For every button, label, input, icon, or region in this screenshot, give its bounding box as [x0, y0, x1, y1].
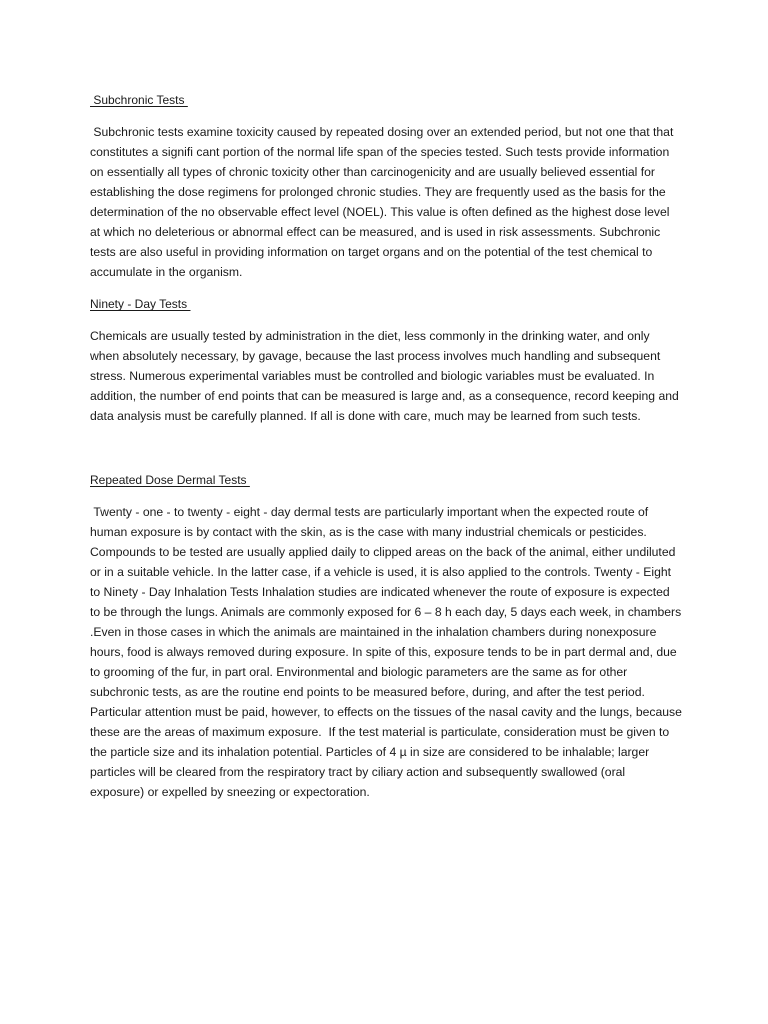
document-page	[90, 92, 686, 802]
section-heading-subchronic-tests: Subchronic Tests	[90, 93, 188, 107]
section-body-subchronic-tests: Subchronic tests examine toxicity caused by repeated dosing over an extended period, but not one that that constitutes a signifi cant portion of the normal life span of the species tested. Such tests provide information on essentially all types of chronic toxicity other than carcinogenicity and are usually believed essential for establishing the dose regimens for prolonged chronic studies. They are frequently used as the basis for the determination of the no observable effect level (NOEL). This value is often defined as the highest dose level at which no deleterious or abnormal effect can be measured, and is used in risk assessments. Subchronic tests are also useful in providing information on target organs and on the potential of the test chemical to accumulate in the organism.	[90, 125, 677, 279]
section-heading-repeated-dose-dermal-tests: Repeated Dose Dermal Tests	[90, 473, 250, 487]
section-body-ninety-day-tests: Chemicals are usually tested by administration in the diet, less commonly in the drinking water, and only when absolutely necessary, by gavage, because the last process involves much handling and subsequent stress. Numerous experimental variables must be controlled and biologic variables must be evaluated. In addition, the number of end points that can be measured is large and, as a consequence, record keeping and data analysis must be carefully planned. If all is done with care, much may be learned from such tests.	[90, 329, 683, 423]
section-heading-ninety-day-tests: Ninety - Day Tests	[90, 297, 191, 311]
section-body-repeated-dose-dermal-tests: Twenty - one - to twenty - eight - day dermal tests are particularly important when the expected route of human exposure is by contact with the skin, as is the case with many industrial chemicals or pesticides. Compounds to be tested are usually applied daily to clipped areas on the back of the animal, either undiluted or in a suitable vehicle. In the latter case, if a vehicle is used, it is also applied to the controls. Twenty - Eight to Ninety - Day Inhalation Tests Inhalation studies are indicated whenever the route of exposure is expected to be through the lungs. Animals are commonly exposed for 6 – 8 h each day, 5 days each week, in chambers .Even in those cases in which the animals are maintained in the inhalation chambers during nonexposure hours, food is always removed during exposure. In spite of this, exposure tends to be in part dermal and, due to grooming of the fur, in part oral. Environmental and biologic parameters are the same as for other subchronic tests, as are the routine end points to be measured before, during, and after the test period. Particular attention must be paid, however, to effects on the tissues of the nasal cavity and the lungs, because these are the areas of maximum exposure. If the test material is particulate, consideration must be given to the particle size and its inhalation potential. Particles of 4 µ in size are considered to be inhalable; larger particles will be cleared from the respiratory tract by ciliary action and subsequently swallowed (oral exposure) or expelled by sneezing or expectoration.	[90, 505, 686, 799]
